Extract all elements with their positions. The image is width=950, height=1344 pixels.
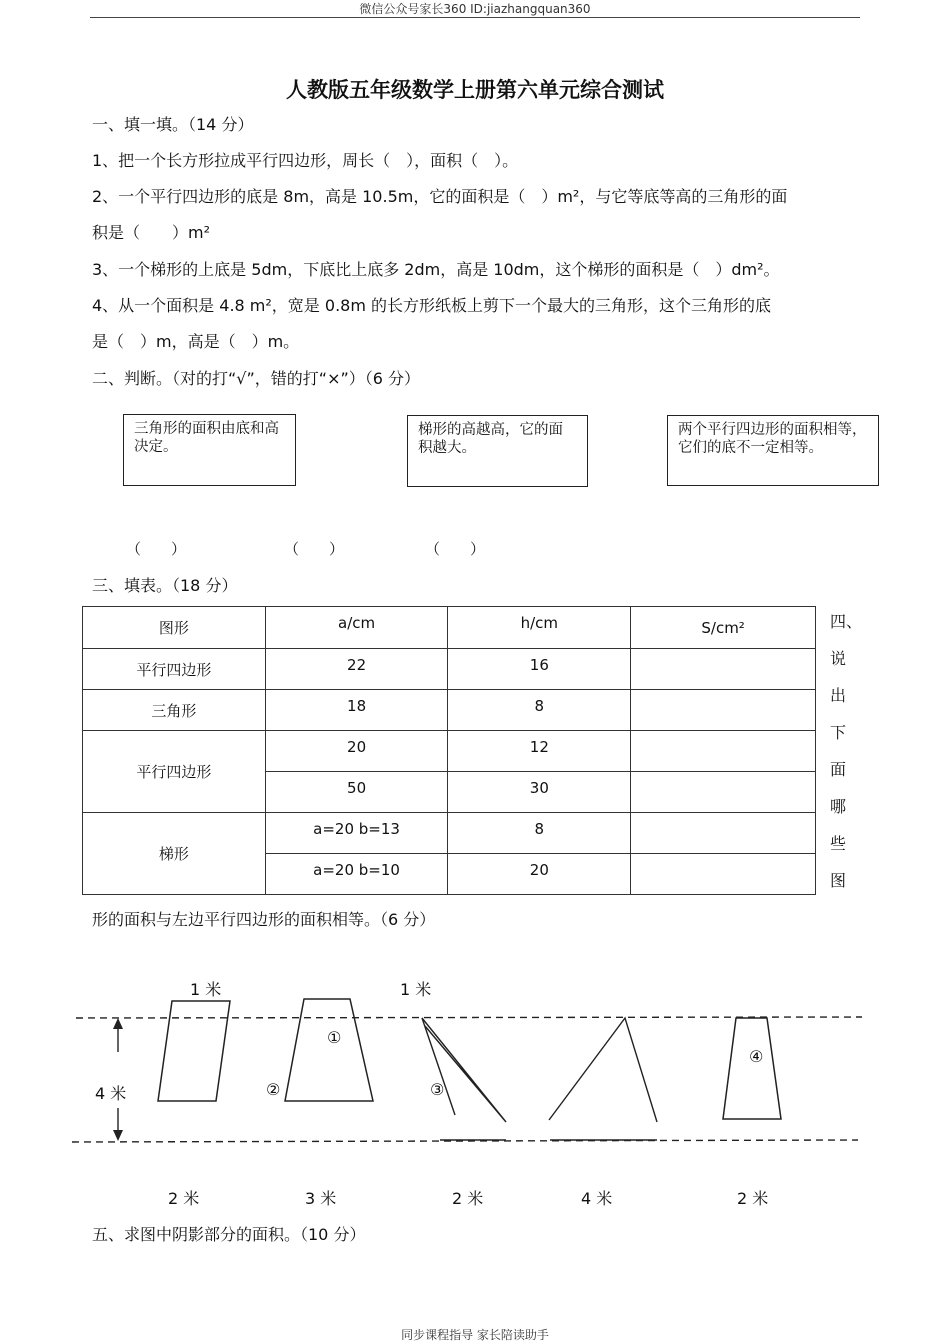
s-cell[interactable]: [631, 772, 816, 813]
a-cell: a=20 b=10: [313, 861, 400, 879]
question-4-cont: 是（ ）m，高是（ ）m。: [92, 332, 300, 351]
triangle-shape-3: [422, 1018, 506, 1122]
side-char: 说: [830, 649, 847, 668]
a-cell: 22: [347, 656, 367, 674]
shape-cell: 平行四边形: [83, 731, 266, 813]
section3-heading: 三、填表。（18 分）: [92, 576, 238, 595]
page-footer: 同步课程指导 家长陪读助手: [401, 1328, 549, 1342]
shape-mark: ③: [430, 1080, 445, 1099]
s-cell[interactable]: [631, 813, 816, 854]
question-2-cont: 积是（ ）m²: [92, 223, 211, 242]
table-header-row: [83, 607, 816, 649]
a-cell: 20: [347, 738, 367, 756]
height-label: 4 米: [95, 1084, 127, 1103]
shape-mark: ②: [266, 1080, 281, 1099]
h-cell: 12: [529, 738, 549, 756]
section2-heading: 二、判断。（对的打“√”，错的打“×”）（6 分）: [92, 369, 421, 388]
page-title: 人教版五年级数学上册第六单元综合测试: [286, 78, 664, 102]
shape-cell: 三角形: [83, 690, 266, 731]
answer-blank-1[interactable]: （ ）: [126, 540, 187, 558]
section5-heading: 五、求图中阴影部分的面积。（10 分）: [92, 1225, 366, 1244]
table-row: [83, 731, 816, 772]
s-cell[interactable]: [631, 854, 816, 895]
answer-blank-3[interactable]: （ ）: [425, 540, 486, 558]
shapes-figure: [0, 960, 950, 1160]
header-rule: [90, 17, 860, 18]
question-2: 2、一个平行四边形的底是 8m，高是 10.5m，它的面积是（ ）m²，与它等底等高的三角形的面: [92, 187, 788, 206]
table-row: [83, 813, 816, 854]
parallelogram-shape: [158, 1001, 230, 1101]
triangle-shape-4m: [549, 1018, 657, 1122]
a-cell: a=20 b=13: [313, 820, 400, 838]
section1-heading: 一、填一填。（14 分）: [92, 115, 254, 134]
table-header: a/cm: [338, 614, 376, 632]
judge-box-1: 三角形的面积由底和高决定。: [123, 414, 296, 486]
arrow-up-icon: [113, 1018, 123, 1029]
h-cell: 30: [529, 779, 549, 797]
question-3: 3、一个梯形的上底是 5dm，下底比上底多 2dm，高是 10dm，这个梯形的面积是（ ）dm²。: [92, 260, 780, 279]
shape-mark: ①: [327, 1028, 342, 1047]
trapezoid-shape-1: [285, 999, 373, 1101]
side-char: 面: [830, 760, 847, 779]
triangle-shape-3-side: [422, 1018, 455, 1115]
s-cell[interactable]: [631, 690, 816, 731]
bottom-label: 4 米: [581, 1189, 613, 1208]
top-label: 1 米: [400, 980, 432, 999]
h-cell: 20: [529, 861, 549, 879]
a-cell: 18: [347, 697, 367, 715]
table-header: 图形: [83, 607, 266, 649]
h-cell: 16: [529, 656, 549, 674]
a-cell: 50: [347, 779, 367, 797]
page-header: 微信公众号家长360 ID:jiazhangquan360: [359, 2, 591, 16]
s-cell[interactable]: [631, 649, 816, 690]
judge-box-2: 梯形的高越高，它的面积越大。: [407, 415, 588, 487]
table-row: [83, 690, 816, 731]
top-label: 1 米: [190, 980, 222, 999]
table-row: [83, 649, 816, 690]
side-char: 出: [830, 686, 847, 705]
h-cell: 8: [534, 820, 545, 838]
bottom-label: 2 米: [452, 1189, 484, 1208]
section4-heading-cont: 形的面积与左边平行四边形的面积相等。（6 分）: [92, 910, 436, 929]
side-char: 图: [830, 871, 847, 890]
fill-table: [82, 606, 816, 895]
bottom-label: 2 米: [737, 1189, 769, 1208]
shape-cell: 梯形: [83, 813, 266, 895]
side-char: 哪: [830, 797, 847, 816]
shape-cell: 平行四边形: [83, 649, 266, 690]
table-header: S/cm²: [631, 607, 816, 649]
shape-mark: ④: [749, 1047, 764, 1066]
table-header: h/cm: [520, 614, 559, 632]
s-cell[interactable]: [631, 731, 816, 772]
judge-box-3: 两个平行四边形的面积相等，它们的底不一定相等。: [667, 415, 879, 486]
side-char: 些: [830, 834, 847, 853]
bottom-label: 3 米: [305, 1189, 337, 1208]
arrow-down-icon: [113, 1130, 123, 1141]
bottom-label: 2 米: [168, 1189, 200, 1208]
question-4: 4、从一个面积是 4.8 m²，宽是 0.8m 的长方形纸板上剪下一个最大的三角形，这个三角形的底: [92, 296, 772, 315]
section4-vertical-heading: [830, 603, 863, 899]
h-cell: 8: [534, 697, 545, 715]
trapezoid-shape-4: [723, 1018, 781, 1119]
side-char: 四、: [830, 612, 863, 631]
answer-blank-2[interactable]: （ ）: [284, 540, 345, 558]
question-1: 1、把一个长方形拉成平行四边形，周长（ ），面积（ ）。: [92, 151, 519, 170]
side-char: 下: [830, 723, 847, 742]
